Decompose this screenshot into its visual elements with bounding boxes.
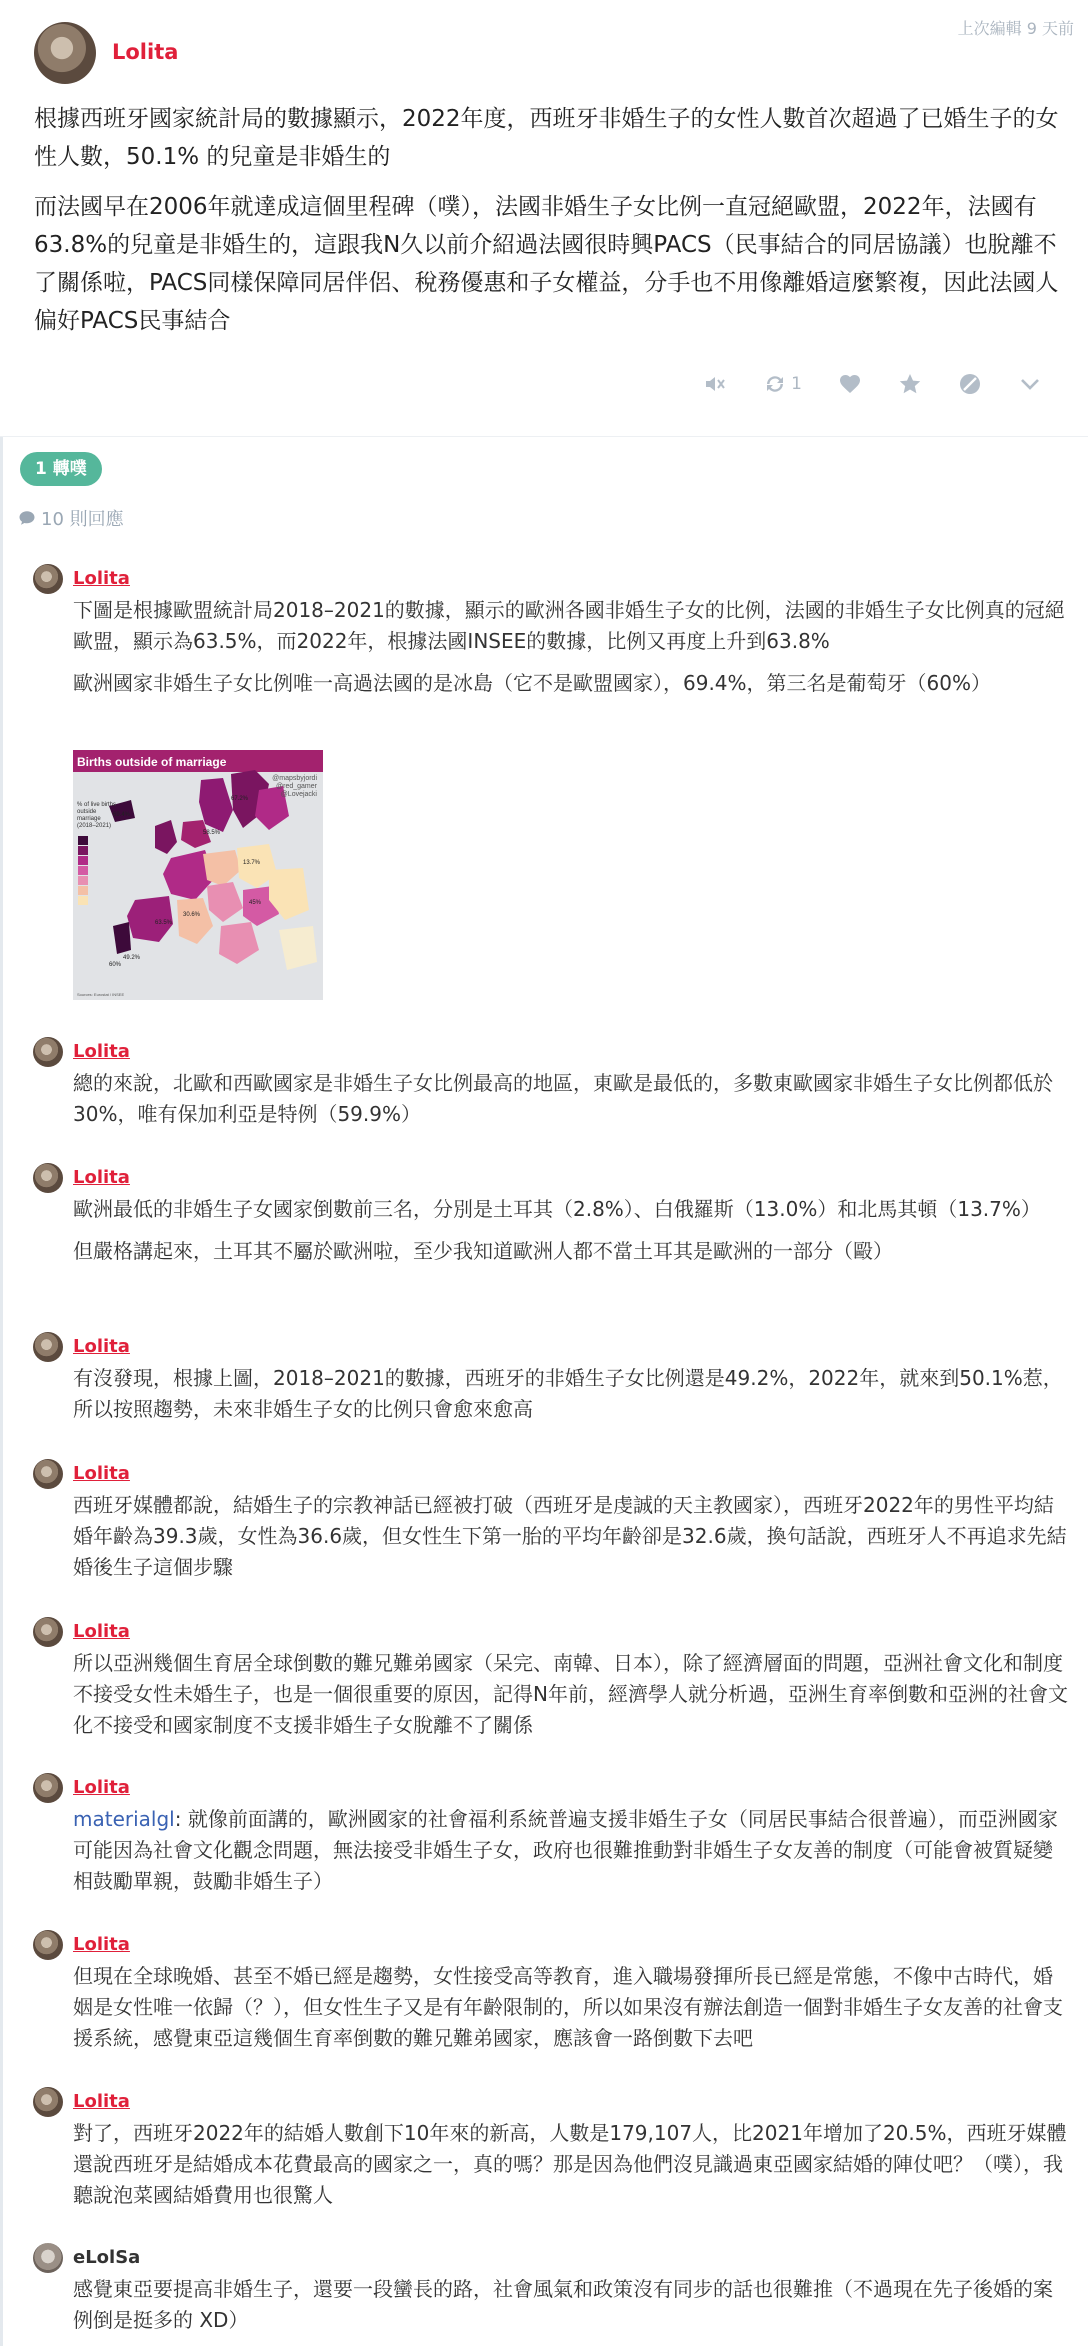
mute-icon (703, 372, 727, 396)
chart-thumbnail[interactable] (73, 750, 323, 1000)
replurk-button[interactable] (763, 372, 802, 396)
replurk-badge[interactable]: 1 轉噗 (20, 452, 102, 486)
reply-content (73, 2274, 1069, 2346)
response-count[interactable] (18, 505, 124, 531)
reply-avatar[interactable] (33, 1617, 63, 1647)
reply-author-name[interactable]: Lolita (73, 1777, 130, 1798)
reply-paragraph: 對了，西班牙2022年的結婚人數創下10年來的新高，人數是179,107人，比2021年增加了20.5%，西班牙媒體還說西班牙是結婚成本花費最高的國家之一，真的嗎？那是因為他們沒見識過東亞國家結婚的陣仗吧？（噗），我聽說泡菜國結婚費用也很驚人 (73, 2121, 1067, 2207)
reply-paragraph: 但現在全球晚婚、甚至不婚已經是趨勢，女性接受高等教育，進入職場發揮所長已經是常態，不像中古時代，婚姻是女性唯一依歸（？），但女性生子又是有年齡限制的，所以如果沒有辦法創造一個對非婚生子女友善的社會支援系統，感覺東亞這幾個生育率倒數的難兄難弟國家，應該會一路倒數下去吧 (73, 1964, 1063, 2050)
reply-paragraph-text: : 就像前面講的，歐洲國家的社會福利系統普遍支援非婚生子女（同居民事結合很普遍），而亞洲國家可能因為社會文化觀念問題，無法接受非婚生子女，政府也很難推動對非婚生子女友善的制度（可能會被質疑變相鼓勵單親，鼓勵非婚生子） (73, 1807, 1058, 1893)
reply-paragraph: 總的來說，北歐和西歐國家是非婚生子女比例最高的地區，東歐是最低的，多數東歐國家非婚生子女比例都低於30%，唯有保加利亞是特例（59.9%） (73, 1071, 1053, 1126)
reply-avatar[interactable] (33, 1332, 63, 1362)
reply-avatar[interactable] (33, 564, 63, 594)
reply-content (73, 1648, 1069, 1752)
reply-content (73, 1804, 1069, 1908)
star-icon (898, 372, 922, 396)
reply-author-name[interactable]: eLolSa (73, 2247, 141, 2268)
reply-content (73, 2118, 1069, 2222)
chart-value-label: 49.2% (123, 955, 141, 961)
post-actions (667, 372, 1042, 396)
reply-content (73, 1961, 1069, 2065)
reply-author-name[interactable]: Lolita (73, 1336, 130, 1357)
reply-paragraph: 感覺東亞要提高非婚生子，還要一段蠻長的路，社會風氣和政策沒有同步的話也很難推（不過現在先子後婚的案例倒是挺多的 XD） (73, 2277, 1053, 2332)
response-count-label: 10 則回應 (41, 509, 124, 530)
mention-link[interactable]: materialgl (73, 1807, 175, 1831)
chart-title: Births outside of marriage (77, 755, 227, 769)
post-content (34, 100, 1064, 352)
reply-author-name[interactable]: Lolita (73, 1167, 130, 1188)
reply-paragraph: 西班牙媒體都說，結婚生子的宗教神話已經被打破（西班牙是虔誠的天主教國家），西班牙2022年的男性平均結婚年齡為39.3歲，女性為36.6歲，但女性生下第一胎的平均年齡卻是32.6歲，換句話說，西班牙人不再追求先結婚後生子這個步驟 (73, 1493, 1067, 1579)
reply-content (73, 1363, 1069, 1436)
chart-value-label: 58.5% (203, 830, 221, 836)
reply-content (73, 1194, 1069, 1278)
plurk-post (0, 0, 1088, 437)
reply-author-name[interactable]: Lolita (73, 2091, 130, 2112)
chart-value-label: 45% (249, 900, 262, 906)
chart-credit: @Lovejacki (280, 791, 317, 798)
ban-icon (958, 372, 982, 396)
edit-note: 上次編輯 9 天前 (957, 19, 1074, 38)
chart-value-label: 30.6% (183, 912, 201, 918)
reply-content (73, 1490, 1069, 1594)
post-paragraph: 根據西班牙國家統計局的數據顯示，2022年度，西班牙非婚生子的女性人數首次超過了已婚生子的女性人數，50.1% 的兒童是非婚生的 (34, 106, 1059, 170)
reply-content (73, 1068, 1069, 1141)
reply-author-name[interactable]: Lolita (73, 568, 130, 589)
favorite-button[interactable] (898, 372, 922, 396)
reply-avatar[interactable] (33, 1459, 63, 1489)
reply-avatar[interactable] (33, 1930, 63, 1960)
reply-avatar[interactable] (33, 1037, 63, 1067)
reply-author-name[interactable]: Lolita (73, 1621, 130, 1642)
post-paragraph: 而法國早在2006年就達成這個里程碑（噗），法國非婚生子女比例一直冠絕歐盟，2022年，法國有63.8%的兒童是非婚生的，這跟我N久以前介紹過法國很時興PACS（民事結合的同居協議）也脫離不了關係啦，PACS同樣保障同居伴侶、稅務優惠和子女權益，分手也不用像離婚這麼繁複，因此法國人偏好PACS民事結合 (34, 194, 1059, 334)
heart-icon (838, 372, 862, 396)
more-button[interactable] (1018, 372, 1042, 396)
divider (0, 436, 1088, 437)
block-button[interactable] (958, 372, 982, 396)
post-author-name[interactable]: Lolita (112, 40, 179, 64)
reply-paragraph: 但嚴格講起來，土耳其不屬於歐洲啦，至少我知道歐洲人都不當土耳其是歐洲的一部分（毆） (73, 1239, 893, 1263)
reply-paragraph (73, 1804, 1069, 1897)
chart-credit: @mapsbyjordi (272, 775, 317, 782)
chart-value-label: 63.5% (155, 920, 173, 926)
reply-author-name[interactable]: Lolita (73, 1934, 130, 1955)
reply-avatar[interactable] (33, 2087, 63, 2117)
chart-source: Sources: Eurostat / INSEE (77, 992, 125, 997)
mute-button[interactable] (703, 372, 727, 396)
chart-value-label: 67.2% (231, 796, 249, 802)
replurk-count: 1 (791, 374, 802, 394)
reply-paragraph: 有沒發現，根據上圖，2018–2021的數據，西班牙的非婚生子女比例還是49.2%，2022年，就來到50.1%惹，所以按照趨勢，未來非婚生子女的比例只會愈來愈高 (73, 1366, 1063, 1421)
reply-paragraph: 下圖是根據歐盟統計局2018–2021的數據，顯示的歐洲各國非婚生子女的比例，法國的非婚生子女比例真的冠絕歐盟，顯示為63.5%，而2022年，根據法國INSEE的數據，比例又再度上升到63.8% (73, 598, 1065, 653)
chart-legend-title: % of live births outside marriage (2018–2021) (77, 802, 117, 829)
chevron-down-icon (1018, 372, 1042, 396)
reply-author-name[interactable]: Lolita (73, 1041, 130, 1062)
reply-avatar[interactable] (33, 1163, 63, 1193)
reply-avatar[interactable] (33, 2243, 63, 2273)
like-button[interactable] (838, 372, 862, 396)
chart-value-label: 69.4% (113, 812, 131, 818)
speech-bubble-icon (18, 509, 36, 527)
reply-author-name[interactable]: Lolita (73, 1463, 130, 1484)
reply-content (73, 595, 1069, 710)
reply-paragraph: 歐洲國家非婚生子女比例唯一高過法國的是冰島（它不是歐盟國家），69.4%，第三名是葡萄牙（60%） (73, 671, 991, 695)
reply-item (0, 567, 1088, 1007)
chart-value-label: 13.7% (243, 860, 261, 866)
replurk-icon (763, 372, 787, 396)
author-avatar[interactable] (34, 22, 96, 84)
chart-credit: @red_gamer (276, 783, 317, 790)
reply-avatar[interactable] (33, 1773, 63, 1803)
chart-value-label: 60% (109, 962, 122, 968)
reply-paragraph: 歐洲最低的非婚生子女國家倒數前三名，分別是土耳其（2.8%）、白俄羅斯（13.0%）和北馬其頓（13.7%） (73, 1197, 1041, 1221)
reply-paragraph: 所以亞洲幾個生育居全球倒數的難兄難弟國家（呆完、南韓、日本），除了經濟層面的問題，亞洲社會文化和制度不接受女性未婚生子，也是一個很重要的原因，記得N年前，經濟學人就分析過，亞洲生育率倒數和亞洲的社會文化不接受和國家制度不支援非婚生子女脫離不了關係 (73, 1651, 1068, 1737)
